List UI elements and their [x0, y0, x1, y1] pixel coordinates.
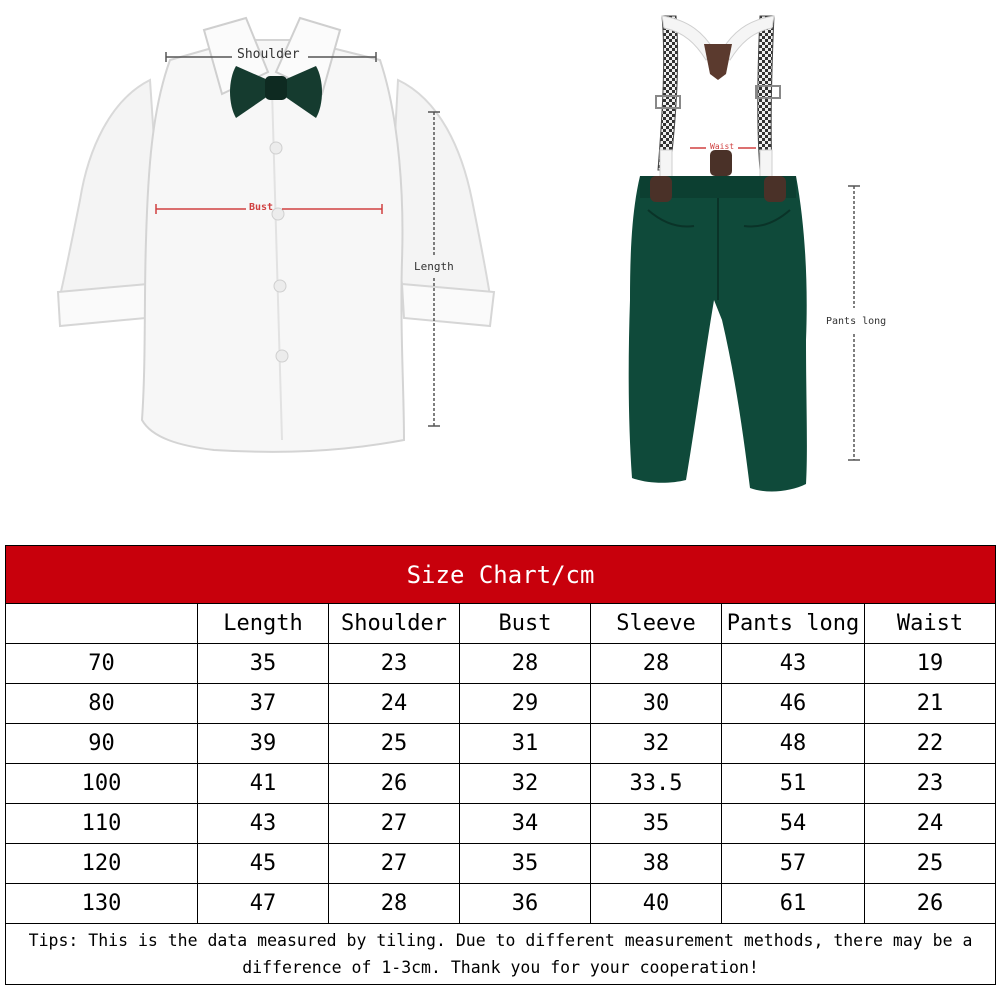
table-cell: 32	[591, 724, 722, 764]
table-row	[6, 644, 996, 684]
table-row	[6, 844, 996, 884]
size-label-cell: 90	[6, 724, 198, 764]
tips-note: Tips: This is the data measured by tiling. Due to different measurement methods, there may be a difference of 1-3cm. Thank you for your cooperation!	[6, 924, 996, 985]
table-cell: 25	[329, 724, 460, 764]
table-cell: 24	[865, 804, 996, 844]
table-cell: 43	[722, 644, 865, 684]
size-label-cell: 130	[6, 884, 198, 924]
table-cell: 36	[460, 884, 591, 924]
table-cell: 34	[460, 804, 591, 844]
table-row	[6, 724, 996, 764]
shirt-left-cuff	[58, 284, 148, 326]
table-cell: 45	[198, 844, 329, 884]
table-cell: 30	[591, 684, 722, 724]
shirt-right-cuff	[402, 284, 494, 326]
size-label-cell: 110	[6, 804, 198, 844]
size-label-cell: 120	[6, 844, 198, 884]
table-cell: 27	[329, 804, 460, 844]
column-header: Pants long	[722, 604, 865, 644]
table-cell: 31	[460, 724, 591, 764]
column-header: Length	[198, 604, 329, 644]
table-cell: 25	[865, 844, 996, 884]
table-cell: 35	[198, 644, 329, 684]
column-header: Sleeve	[591, 604, 722, 644]
table-header-row	[6, 604, 996, 644]
table-cell: 24	[329, 684, 460, 724]
size-chart-table	[5, 545, 996, 985]
suspender-leather-patch	[704, 44, 732, 80]
table-cell: 41	[198, 764, 329, 804]
table-row	[6, 764, 996, 804]
table-cell: 47	[198, 884, 329, 924]
table-cell: 61	[722, 884, 865, 924]
table-cell: 21	[865, 684, 996, 724]
suspender-left-strap	[658, 16, 678, 170]
size-chart	[5, 545, 995, 985]
table-row	[6, 804, 996, 844]
table-cell: 27	[329, 844, 460, 884]
table-cell: 19	[865, 644, 996, 684]
table-cell: 29	[460, 684, 591, 724]
table-cell: 23	[865, 764, 996, 804]
chart-title: Size Chart/cm	[6, 546, 996, 604]
size-label-cell: 80	[6, 684, 198, 724]
column-header: Bust	[460, 604, 591, 644]
table-cell: 28	[329, 884, 460, 924]
table-row	[6, 684, 996, 724]
suspender-right-strap	[758, 16, 774, 170]
table-cell: 40	[591, 884, 722, 924]
length-measure-label: Length	[414, 260, 454, 273]
waist-measure-label: Waist	[710, 142, 735, 151]
table-row	[6, 884, 996, 924]
table-cell: 35	[460, 844, 591, 884]
table-cell: 28	[591, 644, 722, 684]
shoulder-measure-label: Shoulder	[237, 47, 300, 62]
table-cell: 35	[591, 804, 722, 844]
shirt-image	[58, 18, 494, 452]
table-cell: 46	[722, 684, 865, 724]
table-cell: 23	[329, 644, 460, 684]
bust-measure-label: Bust	[249, 202, 274, 213]
table-cell: 54	[722, 804, 865, 844]
table-cell: 26	[329, 764, 460, 804]
table-cell: 43	[198, 804, 329, 844]
table-cell: 33.5	[591, 764, 722, 804]
column-header	[6, 604, 198, 644]
size-label-cell: 100	[6, 764, 198, 804]
table-body	[6, 644, 996, 924]
table-cell: 48	[722, 724, 865, 764]
table-cell: 38	[591, 844, 722, 884]
column-header: Shoulder	[329, 604, 460, 644]
table-cell: 28	[460, 644, 591, 684]
table-cell: 39	[198, 724, 329, 764]
table-cell: 37	[198, 684, 329, 724]
pants-image	[629, 16, 860, 491]
size-label-cell: 70	[6, 644, 198, 684]
table-cell: 51	[722, 764, 865, 804]
table-cell: 32	[460, 764, 591, 804]
column-header: Waist	[865, 604, 996, 644]
table-cell: 26	[865, 884, 996, 924]
pants-long-measure-label: Pants long	[826, 316, 887, 327]
table-cell: 57	[722, 844, 865, 884]
table-cell: 22	[865, 724, 996, 764]
